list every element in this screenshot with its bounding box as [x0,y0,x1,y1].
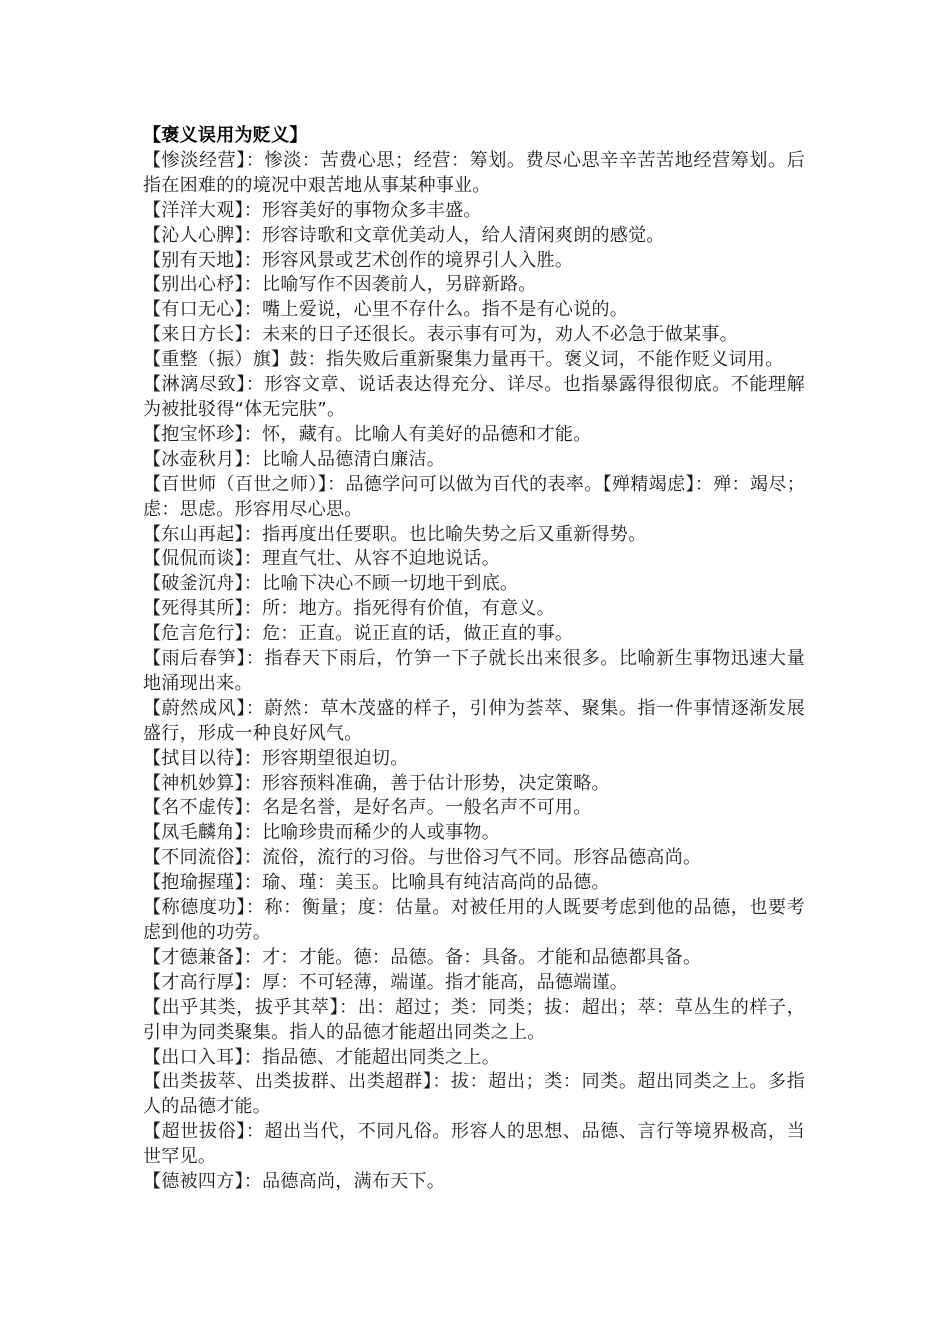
entry: 【出口入耳】：指品德、才能超出同类之上。 [143,1046,500,1068]
entry: 【重整（振）旗】鼓：指失败后重新聚集力量再干。褒义词，不能作贬义词用。 [143,349,784,371]
entry: 【不同流俗】：流俗，流行的习俗。与世俗习气不同。形容品德高尚。 [143,847,702,869]
entry: 【德被四方】：品德高尚，满布天下。 [143,1171,446,1193]
entry: 【破釜沉舟】：比喻下决心不顾一切地干到底。 [143,573,519,595]
entry: 【拭目以待】：形容期望很迫切。 [143,747,409,769]
entry: 【百世师（百世之师）】：品德学问可以做为百代的表率。【殚精竭虑】：殚：竭尽；虑：思虑。形容用尽心思。 [143,473,805,520]
document-page [143,124,805,1195]
entry: 【抱宝怀珍】：怀，藏有。比喻人有美好的品德和才能。 [143,423,592,445]
entry: 【来日方长】：未来的日子还很长。表示事有可为，劝人不必急于做某事。 [143,324,738,346]
entry: 【雨后春笋】：指春天下雨后，竹笋一下子就长出来很多。比喻新生事物迅速大量地涌现出来。 [143,648,805,694]
entry: 【凤毛麟角】：比喻珍贵而稀少的人或事物。 [143,822,500,844]
entry: 【超世拔俗】：超出当代，不同凡俗。形容人的思想、品德、言行等境界极高，当世罕见。 [143,1121,805,1168]
entry-list [143,149,805,1195]
entry: 【别出心杼】：比喻写作不因袭前人，另辟新路。 [143,274,537,296]
entry: 【出类拔萃、出类拔群、出类超群】：拔：超出；类：同类。超出同类之上。多指人的品德才能。 [143,1071,805,1118]
entry: 【才高行厚】：厚：不可轻薄，端谨。指才能高，品德端谨。 [143,971,629,993]
entry: 【惨淡经营】：惨淡：苦费心思；经营：筹划。费尽心思辛辛苦苦地经营筹划。后指在困难的的境况中艰苦地从事某种事业。 [143,149,805,196]
entry: 【侃侃而谈】：理直气壮、从容不迫地说话。 [143,548,500,570]
entry: 【洋洋大观】：形容美好的事物众多丰盛。 [143,199,482,221]
entry: 【淋漓尽致】：形容文章、说话表达得充分、详尽。也指暴露得很彻底。不能理解为被批驳得“体无完肤”。 [143,374,805,420]
entry: 【称德度功】：称：衡量；度：估量。对被任用的人既要考虑到他的品德，也要考虑到他的功劳。 [143,897,805,943]
entry: 【东山再起】：指再度出任要职。也比喻失势之后又重新得势。 [143,523,647,545]
entry: 【抱瑜握瑾】：瑜、瑾：美玉。比喻具有纯洁高尚的品德。 [143,872,610,894]
entry: 【危言危行】：危：正直。说正直的话，做正直的事。 [143,623,574,645]
entry: 【神机妙算】：形容预料准确，善于估计形势，决定策略。 [143,772,610,794]
entry: 【才德兼备】：才：才能。德：品德。备：具备。才能和品德都具备。 [143,946,702,968]
entry: 【沁人心脾】：形容诗歌和文章优美动人，给人清闲爽朗的感觉。 [143,224,665,246]
entry: 【名不虚传】：名是名誉，是好名声。一般名声不可用。 [143,797,592,819]
entry: 【蔚然成风】：蔚然：草木茂盛的样子，引伸为荟萃、聚集。指一件事情逐渐发展盛行，形成一种良好风气。 [143,697,805,744]
section-title: 【褒义误用为贬义】 [143,125,308,146]
entry: 【冰壶秋月】：比喻人品德清白廉洁。 [143,448,446,470]
entry: 【出乎其类，拔乎其萃】：出：超过；类：同类；拔：超出；萃：草丛生的样子，引申为同类聚集。指人的品德才能超出同类之上。 [143,996,805,1043]
entry: 【死得其所】：所：地方。指死得有价值，有意义。 [143,598,555,620]
entry: 【有口无心】：嘴上爱说，心里不存什么。指不是有心说的。 [143,299,629,321]
entry: 【别有天地】：形容风景或艺术创作的境界引人入胜。 [143,249,574,271]
